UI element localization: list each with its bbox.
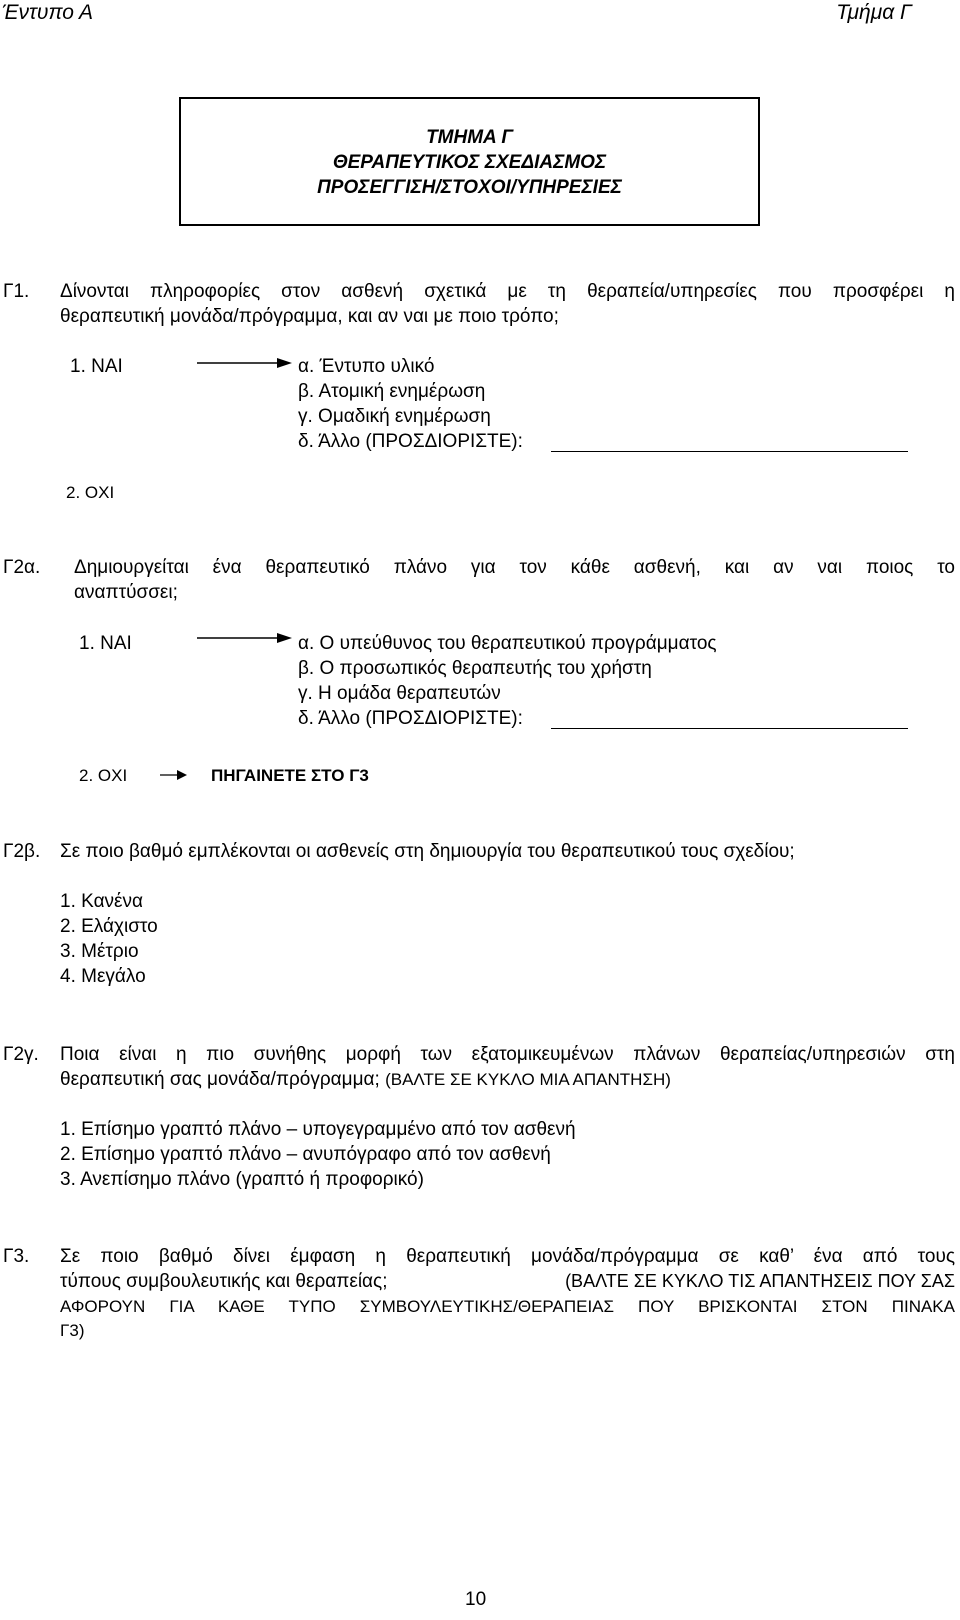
arrow-right-icon	[197, 630, 293, 644]
header-section-label: Τμήμα Γ	[836, 1, 912, 24]
option-g2b-2[interactable]: 2. Ελάχιστο	[60, 916, 158, 937]
suboption-g1-d[interactable]: δ. Άλλο (ΠΡΟΣΔΙΟΡΙΣΤΕ):	[298, 431, 523, 452]
question-label-g2c: Γ2γ.	[3, 1044, 39, 1065]
question-g1-line-1: Δίνονται πληροφορίες στον ασθενή σχετικά με τη θεραπεία/υπηρεσίες που προσφέρει η	[60, 281, 955, 302]
question-g2c-instruction: (ΒΑΛΤΕ ΣΕ ΚΥΚΛΟ ΜΙΑ ΑΠΑΝΤΗΣΗ)	[385, 1070, 671, 1089]
option-g2a-no[interactable]: 2. ΟΧΙ	[79, 766, 128, 785]
section-title-box	[179, 97, 760, 226]
question-g2a-line-1: Δημιουργείται ένα θεραπευτικό πλάνο για τον κάθε ασθενή, και αν ναι ποιος το	[74, 557, 955, 578]
question-g2c-line-2	[60, 1070, 955, 1089]
question-label-g1: Γ1.	[3, 281, 30, 302]
question-text-g3	[60, 1247, 955, 1339]
option-g2a-yes[interactable]: 1. ΝΑΙ	[79, 633, 132, 654]
specify-blank-g2a[interactable]	[551, 728, 908, 729]
title-line-3: ΠΡΟΣΕΓΓΙΣΗ/ΣΤΟΧΟΙ/ΥΠΗΡΕΣΙΕΣ	[317, 177, 622, 198]
option-g2b-4[interactable]: 4. Μεγάλο	[60, 966, 146, 987]
suboption-g1-c[interactable]: γ. Ομαδική ενημέρωση	[298, 406, 491, 427]
title-line-1: ΤΜΗΜΑ Γ	[426, 127, 513, 148]
question-g3-instruction-a: (ΒΑΛΤΕ ΣΕ ΚΥΚΛΟ ΤΙΣ ΑΠΑΝΤΗΣΕΙΣ ΠΟΥ ΣΑΣ	[565, 1271, 955, 1291]
option-g1-yes[interactable]: 1. ΝΑΙ	[70, 356, 123, 377]
option-g2b-1[interactable]: 1. Κανένα	[60, 891, 144, 912]
suboption-g1-b[interactable]: β. Ατομική ενημέρωση	[298, 381, 486, 402]
title-line-2: ΘΕΡΑΠΕΥΤΙΚΟΣ ΣΧΕΔΙΑΣΜΟΣ	[332, 152, 607, 173]
arrow-right-small-icon	[160, 768, 188, 782]
header-form-label: Έντυπο Α	[2, 1, 93, 24]
question-label-g3: Γ3.	[3, 1246, 30, 1267]
question-g3-line-2a: τύπους συμβουλευτικής και θεραπείας;	[60, 1271, 388, 1292]
question-g2c-line-2a: θεραπευτική σας μονάδα/πρόγραμμα;	[60, 1069, 380, 1090]
question-text-g2a	[74, 558, 955, 602]
suboption-g2a-b[interactable]: β. Ο προσωπικός θεραπευτής του χρήστη	[298, 658, 652, 679]
question-text-g1	[60, 282, 955, 326]
skip-instruction-g3: ΠΗΓΑΙΝΕΤΕ ΣΤΟ Γ3	[211, 766, 369, 785]
question-g3-line-1: Σε ποιο βαθμό δίνει έμφαση η θεραπευτική μονάδα/πρόγραμμα σε καθ’ ένα από τους	[60, 1246, 955, 1267]
question-text-g2c	[60, 1045, 955, 1089]
question-g3-line-3: ΑΦΟΡΟΥΝ ΓΙΑ ΚΑΘΕ ΤΥΠΟ ΣΥΜΒΟΥΛΕΥΤΙΚΗΣ/ΘΕΡΑΠΕΙΑΣ ΠΟΥ ΒΡΙΣΚΟΝΤΑΙ ΣΤΟΝ ΠΙΝΑΚΑ	[60, 1297, 955, 1316]
option-g2b-3[interactable]: 3. Μέτριο	[60, 941, 139, 962]
option-g2c-2[interactable]: 2. Επίσημο γραπτό πλάνο – ανυπόγραφο από τον ασθενή	[60, 1144, 551, 1165]
suboption-g2a-d[interactable]: δ. Άλλο (ΠΡΟΣΔΙΟΡΙΣΤΕ):	[298, 708, 523, 729]
question-label-g2b: Γ2β.	[3, 841, 41, 862]
question-text-g2b: Σε ποιο βαθμό εμπλέκονται οι ασθενείς στη δημιουργία του θεραπευτικού τους σχεδίου;	[60, 841, 795, 862]
question-g3-line-2	[60, 1272, 955, 1291]
option-g1-no[interactable]: 2. ΟΧΙ	[66, 483, 115, 502]
question-g2c-line-1: Ποια είναι η πιο συνήθης μορφή των εξατομικευμένων πλάνων θεραπείας/υπηρεσιών στη	[60, 1044, 955, 1065]
question-g3-line-4: Γ3)	[60, 1321, 85, 1340]
option-g2c-3[interactable]: 3. Ανεπίσημο πλάνο (γραπτό ή προφορικό)	[60, 1169, 424, 1190]
suboption-g1-a[interactable]: α. Έντυπο υλικό	[298, 356, 435, 377]
page-number: 10	[465, 1589, 487, 1610]
option-g2c-1[interactable]: 1. Επίσημο γραπτό πλάνο – υπογεγραμμένο από τον ασθενή	[60, 1119, 576, 1140]
suboption-g2a-c[interactable]: γ. Η ομάδα θεραπευτών	[298, 683, 501, 704]
arrow-right-icon	[197, 355, 293, 369]
question-g1-line-2: θεραπευτική μονάδα/πρόγραμμα, και αν ναι με ποιο τρόπο;	[60, 306, 559, 327]
question-label-g2a: Γ2α.	[3, 557, 41, 578]
suboption-g2a-a[interactable]: α. Ο υπεύθυνος του θεραπευτικού προγράμματος	[298, 633, 717, 654]
question-g2a-line-2: αναπτύσσει;	[74, 582, 178, 603]
specify-blank-g1[interactable]	[551, 451, 908, 452]
